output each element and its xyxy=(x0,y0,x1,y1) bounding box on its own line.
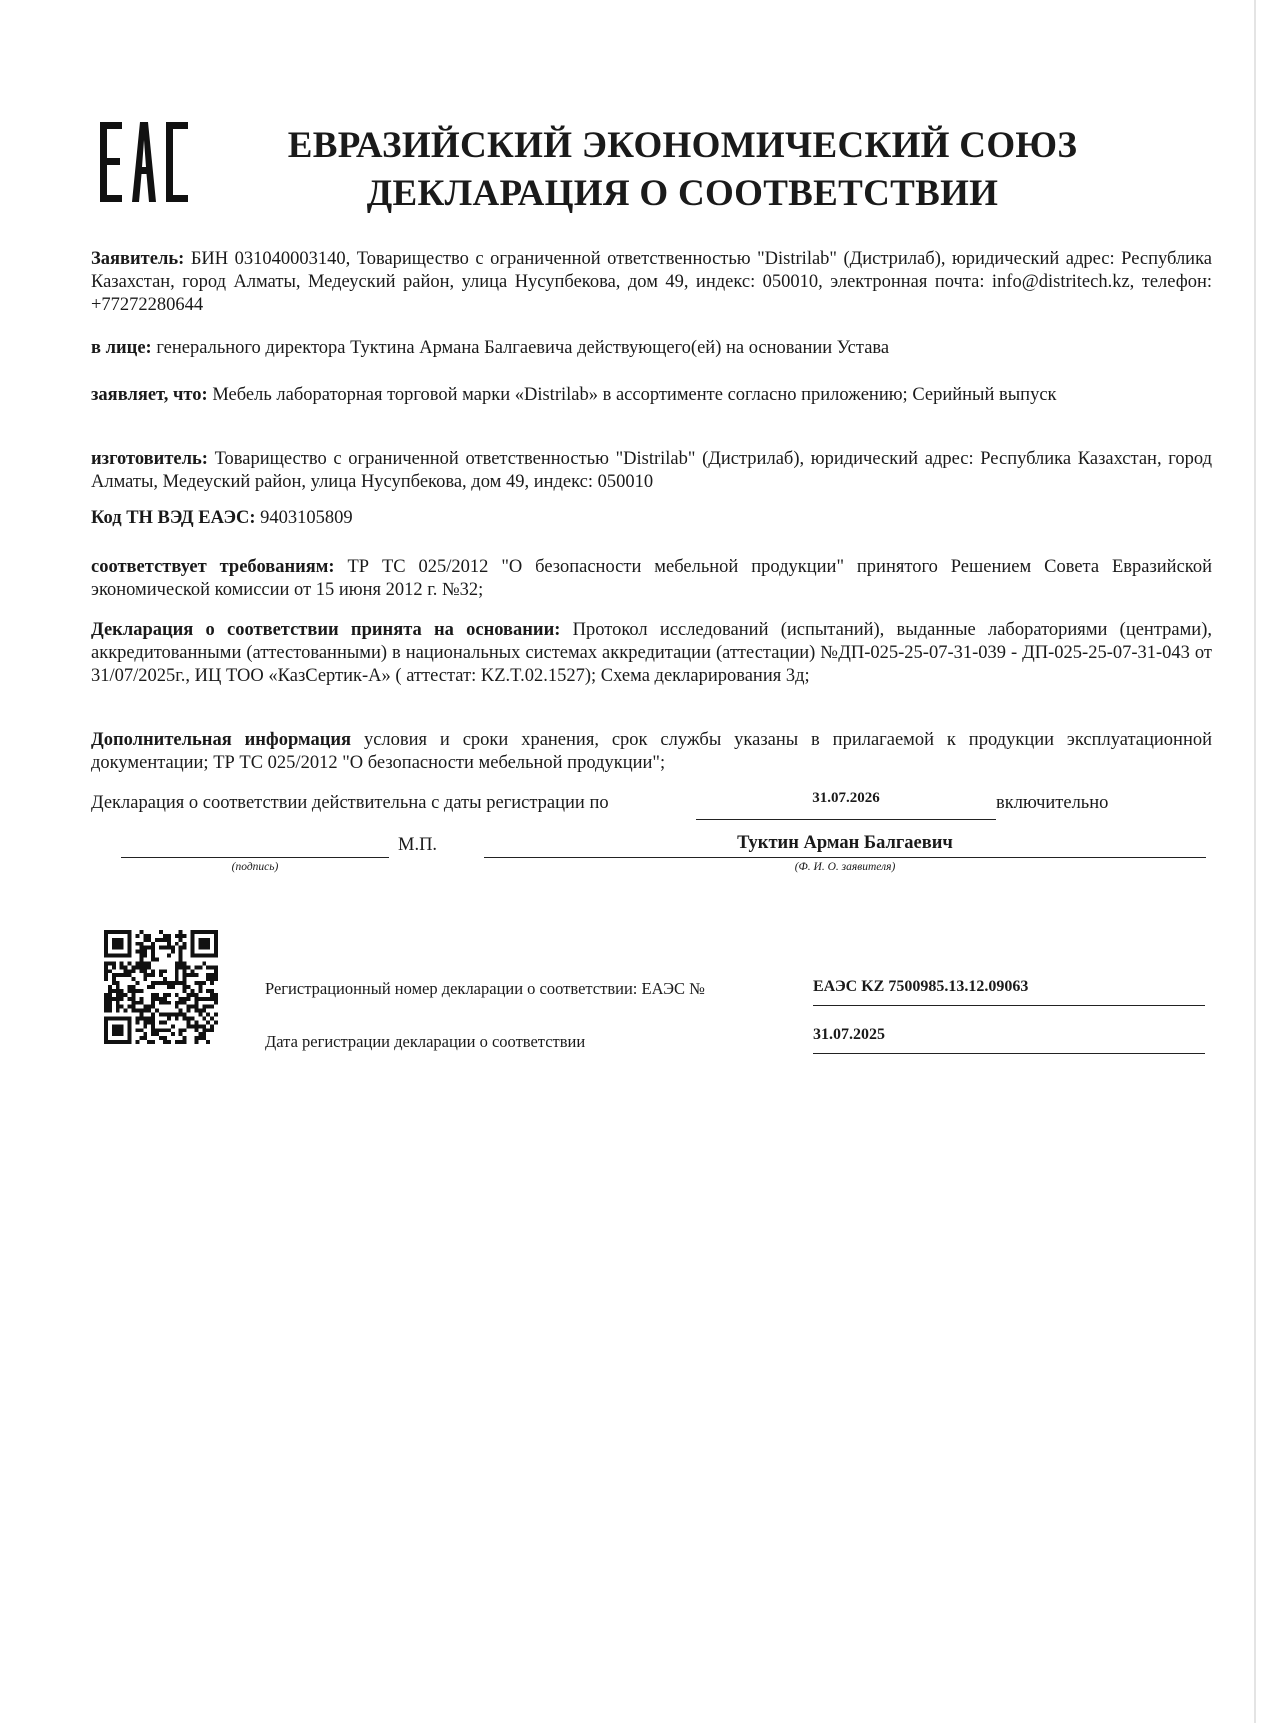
registration-number-underline xyxy=(813,1005,1205,1006)
manufacturer-text: Товарищество с ограниченной ответственностью "Distrilab" (Дистрилаб), юридический адрес: Республика Казахстан, город Алматы, Медеуский район, улица Нусупбекова, дом 49, индекс: 050010 xyxy=(91,449,1212,492)
representative-section xyxy=(91,337,1212,360)
requirements-text: ТР ТС 025/2012 "О безопасности мебельной продукции" принятого Решением Совета Евразийской экономической комиссии от 15 июня 2012 г. №32; xyxy=(91,557,1212,600)
hs-code-value: 9403105809 xyxy=(260,508,353,528)
basis-text: Протокол исследований (испытаний), выданные лабораториями (центрами), аккредитованными (аттестованными) в национальных системах аккредитации (аттестации) №ДП-025-25-07-31-039 - ДП-025-25-07-31-043 от 31/07/2025г., ИЦ ТОО «КазСертик-А» ( аттестат: KZ.T.02.1527); Схема декларирования 3д; xyxy=(91,620,1212,686)
additional-info-section xyxy=(91,729,1212,775)
declares-text: Мебель лабораторная торговой марки «Distrilab» в ассортименте согласно приложению; Серийный выпуск xyxy=(212,385,1057,405)
applicant-name: Туктин Арман Балгаевич xyxy=(737,833,953,853)
representative-label: в лице: xyxy=(91,338,152,358)
requirements-section xyxy=(91,556,1212,602)
additional-info-label: Дополнительная информация xyxy=(91,730,352,750)
applicant-label: Заявитель: xyxy=(91,249,185,269)
validity-line xyxy=(91,790,1212,823)
hs-code-section xyxy=(91,507,1212,530)
qr-code-icon xyxy=(104,930,218,1044)
registration-number-label: Регистрационный номер декларации о соответствии: ЕАЭС № xyxy=(265,979,705,998)
registration-date-label: Дата регистрации декларации о соответствии xyxy=(265,1032,586,1051)
registration-date-underline xyxy=(813,1053,1205,1054)
validity-date: 31.07.2026 xyxy=(812,790,880,806)
validity-label: Декларация о соответствии действительна с даты регистрации по xyxy=(91,793,609,813)
declares-label: заявляет, что: xyxy=(91,385,208,405)
applicant-text: БИН 031040003140, Товарищество с ограниченной ответственностью "Distrilab" (Дистрилаб), юридический адрес: Республика Казахстан, город Алматы, Медеуский район, улица Нусупбекова, дом 49, индекс: 050010, электронная почта: info@distritech.kz, телефон: +77272280644 xyxy=(91,249,1212,315)
stamp-place-label: М.П. xyxy=(398,835,438,855)
manufacturer-label: изготовитель: xyxy=(91,449,208,469)
validity-suffix: включительно xyxy=(996,793,1109,813)
manufacturer-section xyxy=(91,448,1212,494)
representative-text: генерального директора Туктина Армана Балгаевича действующего(ей) на основании Устава xyxy=(156,338,890,358)
basis-label: Декларация о соответствии принята на основании: xyxy=(91,620,561,640)
declares-section xyxy=(91,384,1212,407)
document-title xyxy=(0,122,1275,218)
name-line xyxy=(484,857,1206,858)
signature-caption: (подпись) xyxy=(231,861,279,873)
registration-number-value: ЕАЭС KZ 7500985.13.12.09063 xyxy=(813,978,1029,995)
signature-line xyxy=(121,857,389,858)
signature-block xyxy=(0,833,1275,893)
title-union: ЕВРАЗИЙСКИЙ ЭКОНОМИЧЕСКИЙ СОЮЗ xyxy=(287,125,1078,166)
hs-code-label: Код ТН ВЭД ЕАЭС: xyxy=(91,508,256,528)
additional-info-text: условия и сроки хранения, срок службы указаны в прилагаемой к продукции эксплуатационной документации; ТР ТС 025/2012 "О безопасности мебельной продукции"; xyxy=(91,730,1212,773)
requirements-label: соответствует требованиям: xyxy=(91,557,335,577)
name-caption: (Ф. И. О. заявителя) xyxy=(794,861,896,873)
applicant-section xyxy=(91,248,1212,317)
title-declaration: ДЕКЛАРАЦИЯ О СООТВЕТСТВИИ xyxy=(366,173,999,214)
registration-date-value: 31.07.2025 xyxy=(813,1026,885,1043)
qr-code-svg xyxy=(104,930,218,1044)
basis-section xyxy=(91,619,1212,688)
validity-date-underline xyxy=(696,819,996,820)
